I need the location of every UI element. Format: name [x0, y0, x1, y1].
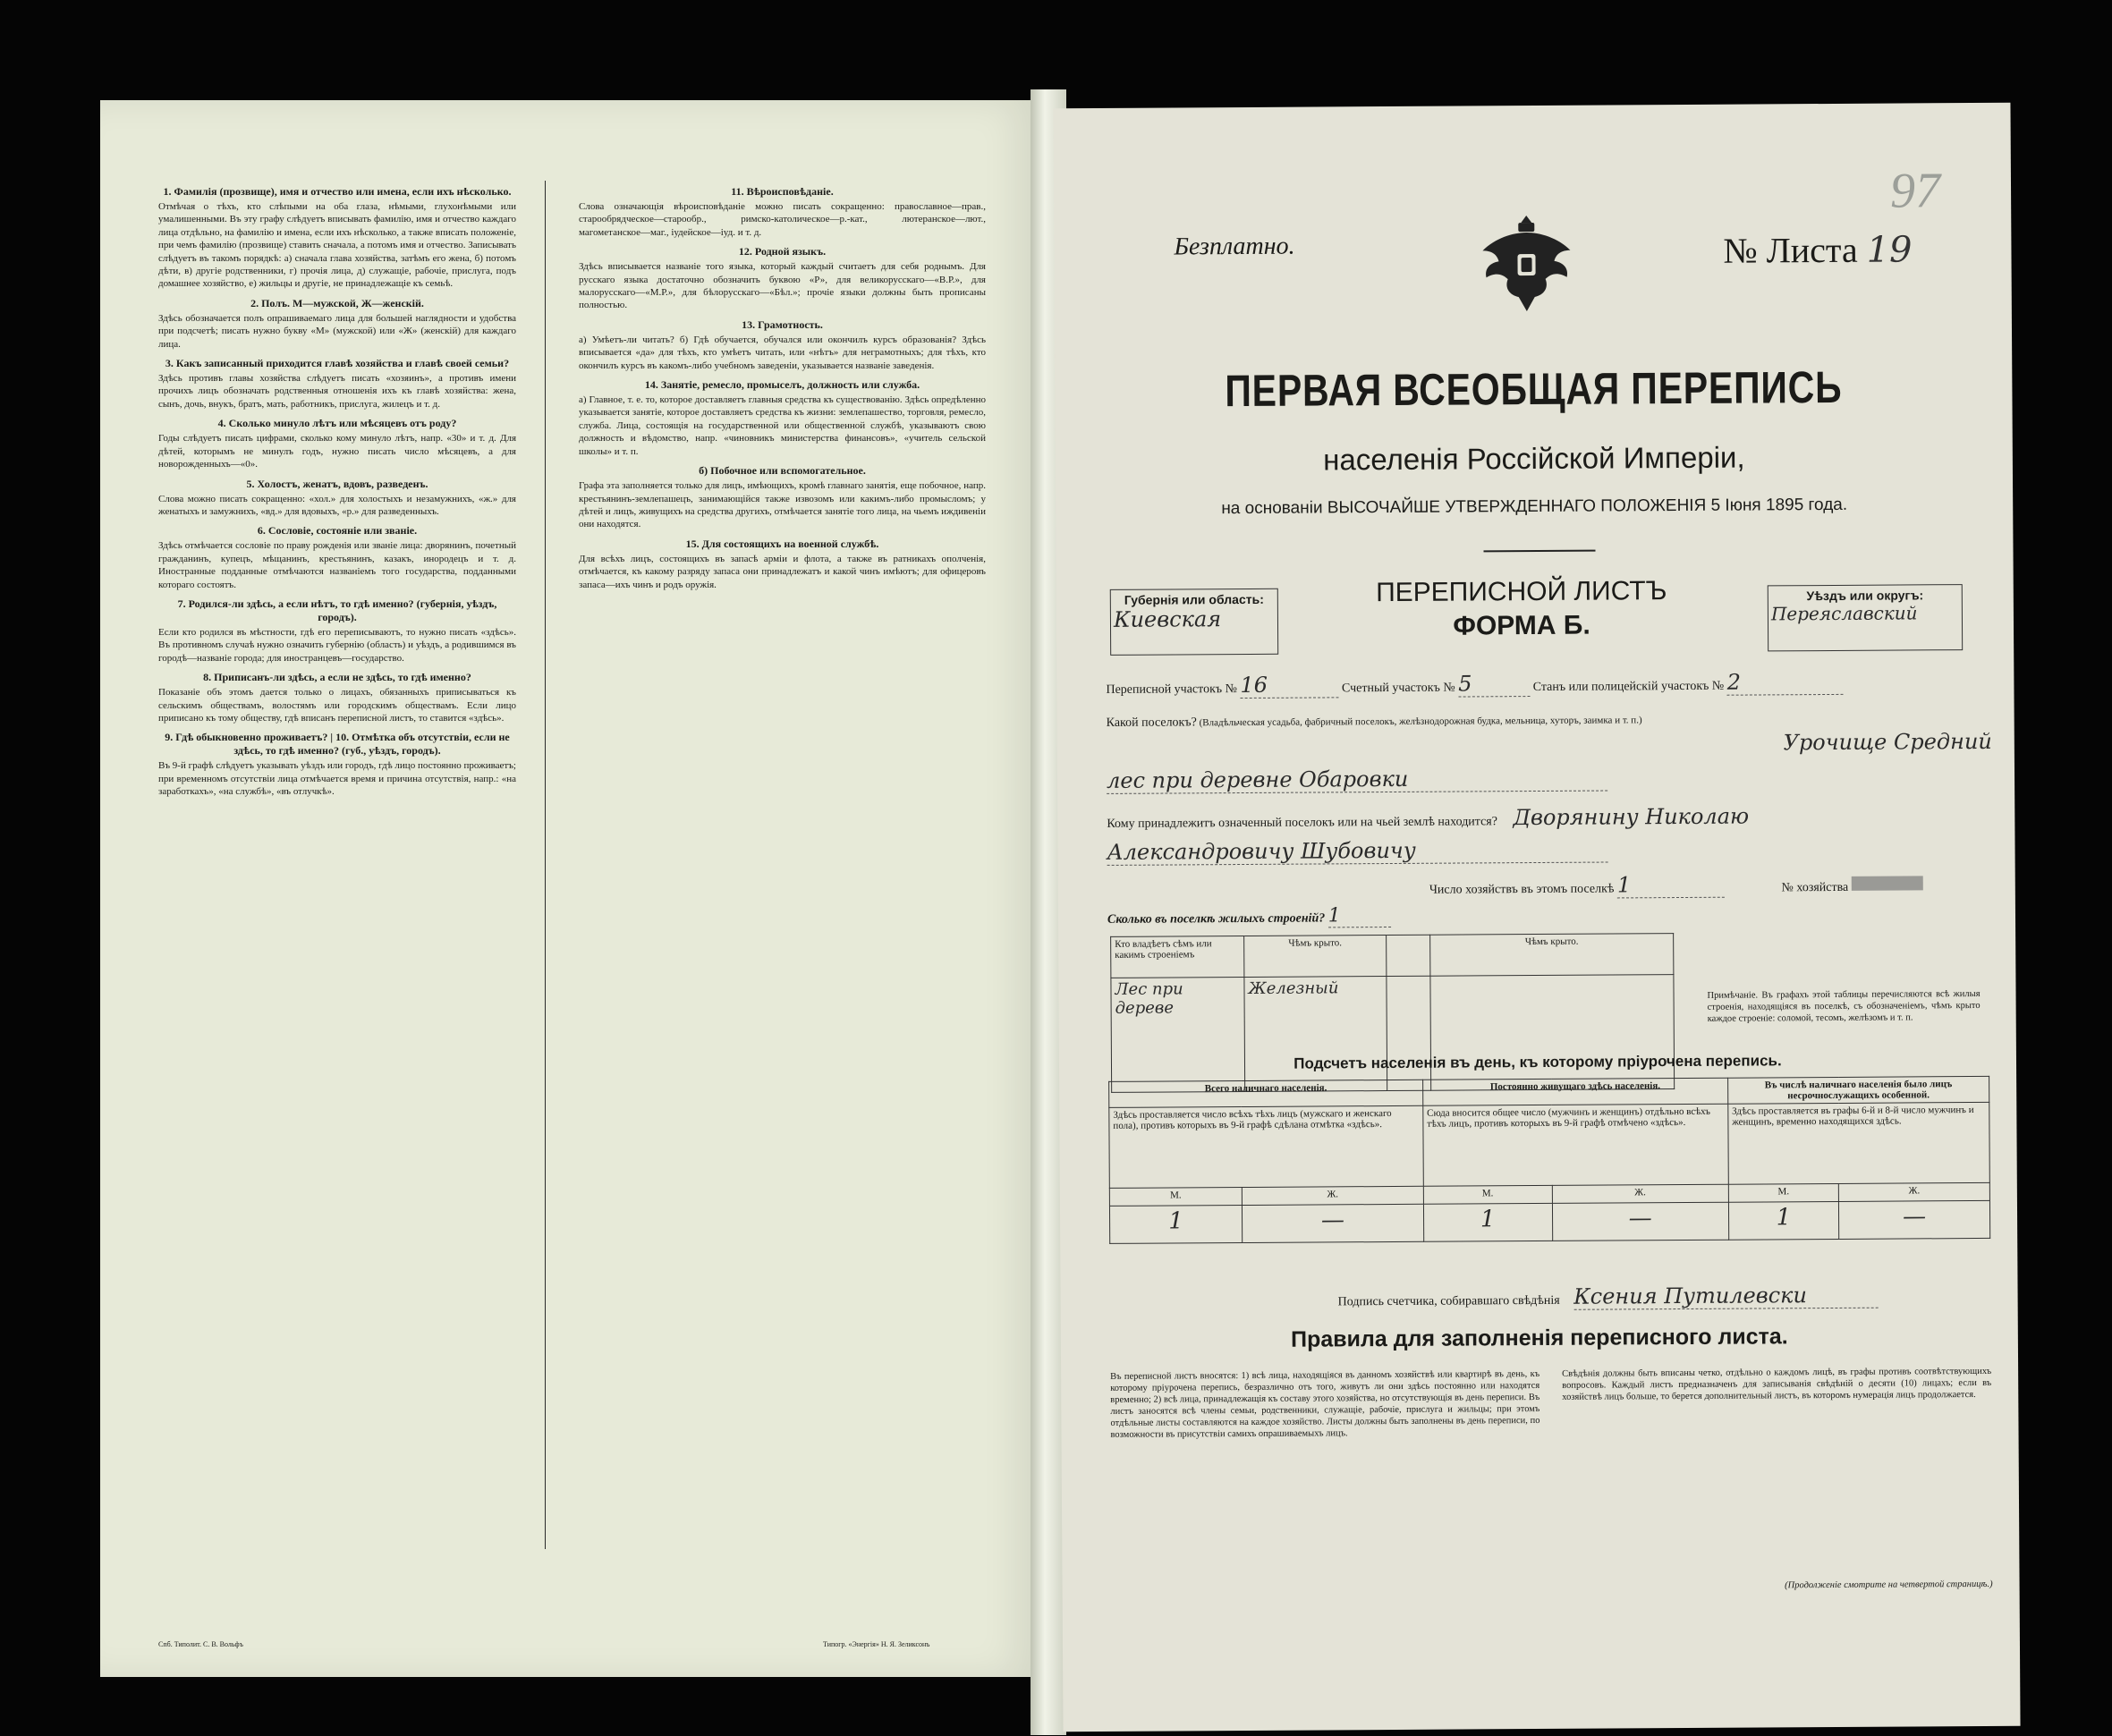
instruction-heading: 5. Холостъ, женатъ, вдовъ, разведенъ. — [246, 477, 428, 490]
instruction-section — [579, 378, 986, 458]
instruction-text: а) Главное, т. е. то, которое доставляетъ главныя средства къ существованію. Здѣсь опредѣленно указывается занятіе, которое доставляетъ средства къ жизни: землепашество, торговля, ремесло, служба. Лица, состоящія на государственной или общественной службѣ, указываютъ свою должность и вѣдомство, напр. «чиновникъ министерства финансовъ», «учитель сельской школы» и т. п. — [579, 394, 986, 457]
signature-label: Подпись счетчика, собиравшаго свѣдѣнія — [1337, 1293, 1560, 1309]
instruction-section — [158, 731, 516, 798]
instruction-text: Графа эта заполняется только для лицъ, имѣющихъ, кромѣ главнаго занятія, еще побочное, напр. крестьянинъ-землепашецъ, занимающійся также извозомъ или какимъ-либо промысломъ; у дѣтей и лицъ, живущихъ на средства другихъ, отмѣчается занятіе того лица, на чьемъ иждивеніи они находятся. — [579, 480, 986, 530]
instruction-heading: 3. Какъ записанный приходится главѣ хозяйства и главѣ своей семьи? — [165, 357, 510, 370]
settlement-row — [1107, 711, 1992, 731]
uezd-label: Уѣздъ или округъ: — [1806, 588, 1924, 604]
buildings-row-1-owner: Лес при дереве — [1111, 977, 1245, 1092]
form-title-line-1: ПЕРЕПИСНОЙ ЛИСТЪ — [1376, 576, 1667, 608]
instruction-section — [579, 185, 986, 239]
instruction-text: а) Умѣетъ-ли читать? б) Гдѣ обучается, обучался или окончилъ курсъ образованія? Здѣсь вписывается «да» для тѣхъ, кто умѣетъ читать, или «нѣтъ» для неграмотныхъ; для тѣхъ, кто окончилъ курсъ въ какомъ-либо учебномъ заведеніи, указывается названіе заведенія. — [579, 334, 986, 371]
household-number-label: № хозяйства — [1781, 880, 1849, 895]
zh-label: Ж. — [1838, 1182, 1989, 1201]
owner-value-2: Александровичу Шубовичу — [1107, 837, 1607, 866]
count-desc-temporary: Здѣсь проставляется въ графы 6-й и 8-й число мужчинъ и женщинъ, временно находящихся здѣсь. — [1728, 1102, 1990, 1184]
instruction-section — [579, 245, 986, 312]
count-col-temporary: Въ числѣ наличнаго населенія было лицъ несрочнослужащихъ особенной. — [1727, 1076, 1989, 1104]
form-title-line-2: ФОРМА Б. — [1453, 610, 1590, 641]
printer-note-left: Cпб. Типолит. С. В. Вольфъ — [158, 1640, 243, 1648]
instruction-heading: 14. Занятіе, ремесло, промыселъ, должность или служба. — [644, 378, 920, 392]
instruction-text: Слова можно писать сокращенно: «хол.» для холостыхъ и незамужнихъ, «ж.» для женатыхъ и замужнихъ, «вд.» для вдовыхъ, «р.» для разведенныхъ. — [158, 493, 516, 517]
instruction-text: Здѣсь отмѣчается сословіе по праву рожденія или званіе лица: дворянинъ, почетный гражданинъ, купецъ, мѣщанинъ, крестьянинъ, казакъ, инородецъ и т. д. Иностранные подданные отмѣчаются названіемъ того государства, подданными котораго состоятъ. — [158, 540, 516, 590]
census-title: ПЕРВАЯ ВСЕОБЩАЯ ПЕРЕПИСЬ — [1225, 361, 1843, 417]
instruction-section — [158, 417, 516, 470]
settlement-value-1: Урочище Средний — [1783, 728, 1992, 756]
instruction-section — [579, 464, 986, 531]
instruction-text: Здѣсь обозначается полъ опрашиваемаго лица для большей наглядности и удобства при подсчетѣ; писать нужно букву «М» (мужской) или «Ж» (женскій) для каждаго лица. — [158, 312, 516, 350]
pencil-folio-number: 97 — [1889, 163, 1941, 219]
buildings-head-roof-2: Чѣмъ крыто. — [1430, 934, 1674, 977]
population-count-table — [1108, 1076, 1990, 1244]
m-label: М. — [1423, 1185, 1552, 1204]
form-title — [1374, 574, 1669, 644]
settlement-label: Какой поселокъ? — [1106, 716, 1197, 730]
district-row — [1106, 668, 1991, 699]
imperial-eagle-emblem — [1477, 211, 1576, 318]
zh-label: Ж. — [1242, 1186, 1423, 1205]
dwellings-row — [1107, 901, 1993, 929]
count-value: 1 — [1109, 1206, 1242, 1244]
instruction-heading: 6. Сословіе, состояніе или званіе. — [257, 524, 418, 538]
sheet-number-field — [1723, 228, 1912, 271]
guberniya-label: Губернія или область: — [1124, 591, 1264, 607]
signature-row — [1110, 1280, 2112, 1313]
dwellings-value: 1 — [1328, 904, 1391, 927]
count-district-value: 5 — [1458, 671, 1530, 697]
instruction-heading: 2. Полъ. М—мужской, Ж—женскій. — [250, 296, 424, 309]
instruction-text: Здѣсь противъ главы хозяйства слѣдуетъ писать «хозяинъ», а противъ имени прочихъ лицъ обозначать родственныя отношенія ихъ къ главѣ хозяйства: жена, сынъ, дочь, внукъ, братъ, мать, работникъ, прислуга, жилецъ и т. д. — [158, 373, 516, 410]
instruction-text: Если кто родился въ мѣстности, гдѣ его переписываютъ, то нужно писать «здѣсь». Въ противномъ случаѣ нужно означить губернію (область) и уѣздъ, а родившимся въ городѣ—названіе города; для иностранцевъ—государство. — [158, 626, 516, 664]
count-desc-permanent: Сюда вносится общее число (мужчинъ и женщинъ) отдѣльно всѣхъ тѣхъ лицъ, противъ которыхъ въ 9-й графѣ отмѣчено «здѣсь». — [1423, 1104, 1729, 1186]
count-value: 1 — [1423, 1203, 1552, 1241]
column-divider — [545, 181, 546, 1549]
settlement-value-row-2 — [1107, 763, 1992, 794]
household-number-redacted — [1852, 876, 1923, 890]
count-col-total: Всего наличнаго населенія. — [1109, 1080, 1423, 1107]
buildings-head-roof: Чѣмъ крыто. — [1244, 936, 1387, 978]
owner-label: Кому принадлежитъ означенный поселокъ или на чьей землѣ находится? — [1107, 815, 1497, 831]
sheet-number-label: № Листа — [1723, 229, 1858, 271]
right-page — [1053, 103, 2020, 1732]
guberniya-box — [1110, 589, 1278, 656]
uezd-value: Переяславский — [1770, 602, 1918, 625]
population-count-heading: Подсчетъ населенія въ день, къ которому пріурочена перепись. — [1293, 1052, 1782, 1072]
households-value: 1 — [1617, 872, 1725, 899]
instruction-section — [158, 297, 516, 351]
instruction-section — [158, 185, 516, 291]
instructions-column-a — [158, 185, 516, 805]
count-value: — — [1838, 1200, 1989, 1239]
households-row — [1107, 868, 2112, 902]
instruction-section — [158, 671, 516, 724]
buildings-side-note: Примѣчаніе. Въ графахъ этой таблицы перечисляются всѣ жилыя строенія, находящіяся въ поселкѣ, съ обозначеніемъ, чѣмъ крыто каждое строеніе: соломой, тесомъ, желѣзомъ и т. п. — [1707, 988, 1981, 1024]
buildings-head-owner: Кто владѣетъ сѣмъ или какимъ строеніемъ — [1111, 936, 1244, 978]
count-col-permanent: Постоянно живущаго здѣсь населенія. — [1422, 1078, 1727, 1105]
rules-continuation-note: (Продолженіе смотрите на четвертой страницѣ.) — [1785, 1579, 1993, 1591]
instruction-text: Слова означающія вѣроисповѣданіе можно писать сокращенно: православное—прав., старообрядческое—старообр., римско-католическое—р.-кат., лютеранское—лют., магометанское—маг., іудейское—іуд. и т. д. — [579, 201, 986, 238]
sheet-number-value: 19 — [1866, 229, 1913, 271]
instructions-column-b — [579, 185, 986, 597]
dwellings-label: Сколько въ поселкѣ жилыхъ строеній? — [1107, 911, 1326, 927]
instruction-section — [158, 357, 516, 411]
zh-label: Ж. — [1552, 1184, 1728, 1203]
count-desc-total: Здѣсь проставляется число всѣхъ тѣхъ лицъ (мужскаго и женскаго пола), противъ которыхъ въ 9-й графѣ сдѣлана отмѣтка «здѣсь». — [1109, 1105, 1423, 1188]
census-district-value: 16 — [1240, 672, 1338, 699]
buildings-row-1-roof: Железный — [1244, 977, 1387, 1092]
uezd-box — [1768, 584, 1963, 651]
instruction-heading: 1. Фамилія (прозвище), имя и отчество или имена, если ихъ нѣсколько. — [163, 185, 512, 198]
instruction-heading: 4. Сколько минуло лѣтъ или мѣсяцевъ отъ роду? — [217, 417, 457, 430]
owner-row — [1107, 802, 1992, 833]
stan-value: 2 — [1727, 669, 1844, 696]
count-value: — — [1242, 1204, 1423, 1242]
rules-heading: Правила для заполненія переписного листа. — [1290, 1324, 1788, 1352]
instruction-section — [579, 538, 986, 591]
instruction-heading: 12. Родной языкъ. — [738, 245, 827, 258]
count-value: 1 — [1728, 1201, 1839, 1240]
instruction-text: Отмѣчая о тѣхъ, кто слѣпыми на оба глаза, нѣмыми, глухонѣмыми или умалишенными. Въ эту графу слѣдуетъ вписывать фамилію, имя и отчество каждаго лица отдѣльно, на фамилію и имена, если ихъ нѣсколько, а также вписать положеніе, при чемъ фамилію (прозвище) ставить сначала, а потомъ имя и отчество. Записывать слѣдуетъ въ такомъ порядкѣ: а) сначала глава хозяйства, затѣмъ его жена, б) потомъ дѣти, в) другіе родственники, г) прочія лица, д) служащіе, рабочіе, прислуга, подъ домашнее хозяйство, е) жильцы и другіе, не принадлежащіе къ семьѣ. — [158, 201, 516, 290]
settlement-value-row-1 — [1107, 729, 1992, 759]
signature-value: Ксения Путилевски — [1573, 1283, 1878, 1310]
count-value: — — [1552, 1202, 1728, 1241]
rules-text-left: Въ переписной листъ вносятся: 1) всѣ лица, находящіяся въ данномъ хозяйствѣ или квартирѣ въ день, къ которому пріурочена перепись, безразлично отъ того, живутъ ли они здѣсь постоянно или находятся временно; 2) всѣ лица, принадлежащія къ составу этого хозяйства, но отсутствующія въ день переписи. Въ листъ заносятся всѣ члены семьи, родственники, служащіе, рабочіе, прислуга и жильцы; при этомъ отдѣльные листы составляются на каждое хозяйство. Листы должны быть заполнены въ день переписи, по возможности въ присутствіи самихъ опрашиваемыхъ лицъ. — [1110, 1368, 1540, 1440]
instruction-text: Здѣсь вписывается названіе того языка, который каждый считаетъ для себя роднымъ. Для русскаго языка достаточно обозначить буквою «Р», для великорусскаго—«В.Р.», для малорусскаго—«М.Р.», для бѣлорусскаго—«Бѣл.»; прочіе языки должны быть прописаны полностью. — [579, 261, 986, 311]
census-subtitle: населенія Россійской Имперіи, — [1323, 440, 1745, 477]
settlement-hint: (Владѣльческая усадьба, фабричный поселокъ, желѣзнодорожная будка, мельница, хуторъ, заимка и т. п.) — [1199, 715, 1642, 729]
instruction-section — [158, 597, 516, 665]
instruction-heading: 9. Гдѣ обыкновенно проживаетъ? | 10. Отмѣтка объ отсутствіи, если не здѣсь, то гдѣ именно? (губ., уѣздъ, городъ). — [165, 731, 510, 758]
legal-basis-line: на основаніи ВЫСОЧАЙШЕ УТВЕРЖДЕННАГО ПОЛОЖЕНІЯ 5 Іюня 1895 года. — [1221, 495, 1848, 519]
instruction-heading: 15. Для состоящихъ на военной службѣ. — [685, 537, 879, 550]
instruction-heading: 13. Грамотность. — [742, 318, 823, 331]
instruction-heading: б) Побочное или вспомогательное. — [699, 464, 866, 478]
m-label: М. — [1728, 1183, 1838, 1202]
rules-text-right: Свѣдѣнія должны быть вписаны четко, отдѣльно о каждомъ лицѣ, въ графы противъ соотвѣтствующихъ вопросовъ. Каждый листъ предназначенъ для записыванія свѣдѣній о десяти (10) лицахъ; если въ хозяйствѣ лицъ больше, то берется дополнительный листъ, въ которомъ нумерація лицъ продолжается. — [1562, 1366, 1992, 1402]
census-district-label: Переписной участокъ № — [1106, 682, 1238, 697]
guberniya-value: Киевская — [1113, 606, 1222, 632]
instruction-heading: 8. Приписанъ-ли здѣсь, а если не здѣсь, то гдѣ именно? — [203, 671, 471, 684]
stan-label: Станъ или полицейскій участокъ № — [1532, 679, 1725, 695]
title-rule — [1483, 550, 1595, 553]
count-district-label: Счетный участокъ № — [1341, 681, 1455, 696]
instruction-text: Годы слѣдуетъ писать цифрами, сколько кому минуло лѣтъ, напр. «30» и т. д. Для дѣтей, которымъ не минулъ годъ, нужно писать число мѣсяцевъ, а для новорожденныхъ—«0». — [158, 433, 516, 470]
instruction-text: Показаніе объ этомъ дается только о лицахъ, обязанныхъ приписываться къ сельскимъ обществамъ, волостямъ или городскимъ обществамъ. Если лицо приписано къ тому обществу, гдѣ вписанъ переписной листъ, то ставится «здѣсь». — [158, 687, 516, 724]
instruction-section — [158, 478, 516, 519]
printer-note-right: Типогр. «Энергія» Н. Я. Зеликсонъ — [823, 1640, 930, 1648]
instruction-text: Въ 9-й графѣ слѣдуетъ указывать уѣздъ или городъ, гдѣ лицо постоянно проживаетъ; при временномъ отсутствіи лица отмѣчается время и причина отсутствія, напр.: «на заработкахъ», «на службѣ», «въ отлучкѣ». — [158, 760, 516, 798]
free-label: Безплатно. — [1174, 232, 1295, 261]
households-label: Число хозяйствъ въ этомъ поселкѣ — [1429, 882, 1615, 897]
m-label: М. — [1109, 1188, 1242, 1207]
settlement-value-2: лес при деревне Обаровки — [1107, 766, 1607, 794]
owner-value-1: Дворянину Николаю — [1513, 803, 1750, 831]
instruction-heading: 11. Вѣроисповѣданіе. — [731, 185, 834, 198]
instruction-heading: 7. Родился-ли здѣсь, а если нѣтъ, то гдѣ именно? (губернія, уѣздъ, городъ). — [177, 597, 497, 623]
instruction-text: Для всѣхъ лицъ, состоящихъ въ запасѣ арміи и флота, а также въ ратникахъ ополченія, отмѣчается, къ какому разряду запаса они принадлежатъ и какой чинъ имѣютъ; для офицеровъ запаса—ихъ чинъ и родъ оружія. — [579, 553, 986, 590]
left-page — [100, 100, 1042, 1677]
owner-row-2 — [1107, 834, 1992, 866]
instruction-section — [158, 524, 516, 591]
instruction-section — [579, 318, 986, 372]
